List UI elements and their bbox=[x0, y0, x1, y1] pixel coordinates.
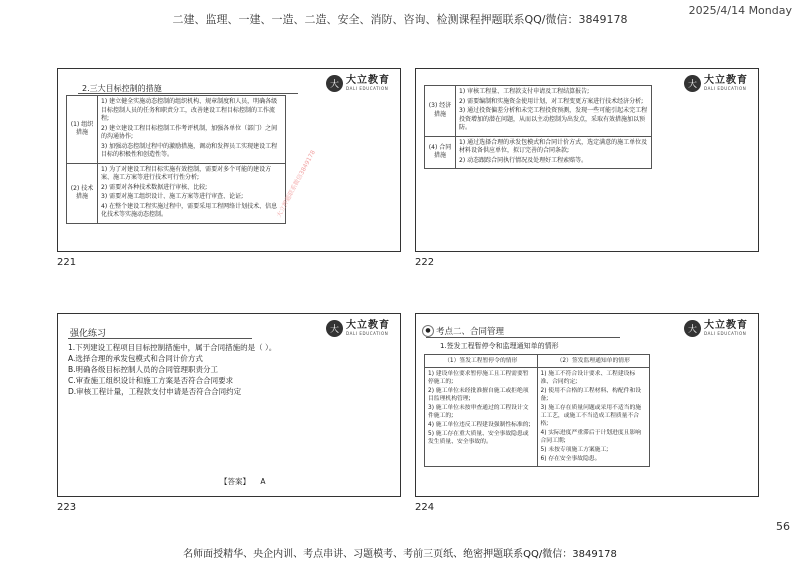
list-item: 6) 存在安全事故隐患。 bbox=[540, 456, 601, 462]
logo-subtitle: DALI EDUCATION bbox=[704, 86, 747, 91]
answer-value: A bbox=[260, 477, 266, 486]
logo-name: 大立教育 bbox=[704, 75, 748, 86]
logo bbox=[326, 75, 390, 92]
answer-label: 【答案】 bbox=[220, 477, 250, 486]
table-row bbox=[67, 96, 286, 164]
page-header: 二建、监理、一建、一造、二造、安全、消防、咨询、检测课程押题联系QQ/微信：3849178 bbox=[172, 13, 628, 26]
question-block bbox=[68, 342, 308, 397]
page-number: 221 bbox=[57, 257, 77, 268]
list-item: 3) 施工单位未按审查通过的工程设计文件施工的; bbox=[428, 405, 529, 419]
slide-title: 强化练习 bbox=[70, 329, 107, 339]
logo-name: 大立教育 bbox=[704, 320, 748, 331]
slide-224 bbox=[415, 313, 759, 497]
logo bbox=[684, 75, 748, 92]
list-item: 4) 施工单位违反工程建设强制性标准的; bbox=[428, 422, 531, 428]
slide-title: 2.三大目标控制的措施 bbox=[82, 84, 162, 93]
list-item: 2) 需要编制和实施资金使用计划，对工程变更方案进行技术经济分析; bbox=[459, 97, 644, 105]
title-underline bbox=[68, 338, 252, 339]
column-header: （2）签发监理通知单的情形 bbox=[537, 355, 650, 368]
row-content bbox=[98, 163, 286, 223]
option-b: B.明确各级目标控制人员的合同管理职责分工 bbox=[68, 365, 219, 374]
table-row bbox=[425, 368, 650, 467]
row-label: (3) 经济措施 bbox=[425, 86, 456, 137]
option-d: D.审核工程计量，工程款支付申请是否符合合同约定 bbox=[68, 387, 242, 396]
column-header: （1）签发工程暂停令的情形 bbox=[425, 355, 538, 368]
logo bbox=[684, 320, 748, 337]
list-item: 2) 建立建设工程目标控制工作考评机制，加强各单位（部门）之间的沟通协作; bbox=[101, 124, 278, 140]
logo bbox=[326, 320, 390, 337]
list-item: 2) 需要对各种技术数据进行审核、比较; bbox=[101, 183, 208, 191]
logo-subtitle: DALI EDUCATION bbox=[346, 331, 389, 336]
list-item: 2) 动态跟踪合同执行情况及处理好工程索赔等。 bbox=[459, 156, 588, 164]
title-underline bbox=[426, 337, 620, 338]
page-footer: 名师面授精华、央企内训、考点串讲、习题模考、考前三页纸、绝密押题联系QQ/微信：3849178 bbox=[183, 549, 617, 560]
logo-subtitle: DALI EDUCATION bbox=[704, 331, 747, 336]
row-content bbox=[456, 136, 652, 169]
logo-subtitle: DALI EDUCATION bbox=[346, 86, 389, 91]
list-item: 2) 施工单位未经批准擅自施工或拒绝项目监理机构管理; bbox=[428, 388, 529, 402]
row-label: (4) 合同措施 bbox=[425, 136, 456, 169]
list-item: 5) 施工存在重大质量、安全事故隐患或发生质量、安全事故的。 bbox=[428, 431, 529, 445]
answer bbox=[220, 476, 266, 487]
list-item: 1) 通过选择合理的承发包模式和合同计价方式，选定满意的施工单位及材料设备供应单位，拟订完善的合同条款; bbox=[459, 138, 648, 154]
logo-icon: 大 bbox=[326, 75, 343, 92]
bullet-icon: ● bbox=[422, 325, 434, 337]
situations-table bbox=[424, 354, 650, 467]
measures-table bbox=[66, 95, 286, 224]
list-item: 1) 建立健全实施动态控制的组织机构、规章制度和人员，明确各级目标控制人员的任务和职责分工，改善建设工程目标控制的工作流程; bbox=[101, 98, 278, 122]
list-item: 4) 实际进度严重滞后于计划进度且影响合同工期; bbox=[540, 430, 642, 444]
logo-name: 大立教育 bbox=[346, 320, 390, 331]
table-row bbox=[67, 163, 286, 223]
slide-221 bbox=[57, 68, 401, 252]
list-item: 3) 加强动态控制过程中的激励措施，调动和发挥员工实现建设工程目标的积极性和创造性等。 bbox=[101, 142, 278, 158]
page-number: 223 bbox=[57, 502, 77, 513]
table-row bbox=[425, 86, 652, 137]
slide-title: 考点二、合同管理 bbox=[436, 327, 505, 337]
logo-icon: 大 bbox=[326, 320, 343, 337]
notice-cell bbox=[537, 368, 650, 467]
option-c: C.审查施工组织设计和施工方案是否符合合同要求 bbox=[68, 376, 234, 385]
page-number: 222 bbox=[415, 257, 435, 268]
question-text: 1.下列建设工程项目目标控制措施中，属于合同措施的是（ ）。 bbox=[68, 343, 277, 352]
row-content bbox=[98, 96, 286, 164]
list-item: 5) 未按专项施工方案施工; bbox=[540, 447, 609, 453]
slide-223 bbox=[57, 313, 401, 497]
logo-icon: 大 bbox=[684, 75, 701, 92]
sheet-number: 56 bbox=[776, 520, 790, 533]
row-label: (1) 组织措施 bbox=[67, 96, 98, 164]
option-a: A.选择合理的承发包模式和合同计价方式 bbox=[68, 354, 203, 363]
title-underline bbox=[78, 93, 298, 94]
logo-name: 大立教育 bbox=[346, 75, 390, 86]
list-item: 3) 施工存在质量问题或采用不适当的施工工艺，或施工不当造成工程质量不合格; bbox=[540, 405, 642, 427]
list-item: 1) 建设单位要求暂停施工且工程需要暂停施工的; bbox=[428, 371, 529, 385]
list-item: 1) 施工不符合设计要求、工程建设标准、合同约定; bbox=[540, 371, 636, 385]
watermark: 大立押题联系微信3849178 bbox=[275, 149, 317, 219]
list-item: 1) 审核工程量、工程款支付申请及工程结算报告; bbox=[459, 88, 590, 95]
list-item: 2) 使用不合格的工程材料、构配件和设备; bbox=[540, 388, 642, 402]
header-date: 2025/4/14 Monday bbox=[688, 4, 792, 17]
list-item: 1) 为了对建设工程目标实施有效控制，需要对多个可能的建设方案、施工方案等进行技术可行性分析; bbox=[101, 165, 272, 181]
slide-subtitle: 1.签发工程暂停令和监理通知单的情形 bbox=[440, 342, 559, 350]
page-number: 224 bbox=[415, 502, 435, 513]
table-row bbox=[425, 355, 650, 368]
list-item: 3) 通过投资偏差分析和未完工程投资预测，发现一些可能引起未完工程投资增加的潜在问题，从而以主动控制为出发点，采取有效措施加以预防。 bbox=[459, 107, 648, 131]
row-label: (2) 技术措施 bbox=[67, 163, 98, 223]
table-row bbox=[425, 136, 652, 169]
list-item: 4) 在整个建设工程实施过程中，需要采用工程网络计划技术、信息化技术等实施动态控制。 bbox=[101, 202, 278, 218]
slide-222 bbox=[415, 68, 759, 252]
row-content bbox=[456, 86, 652, 137]
list-item: 3) 需要对施工组织设计、施工方案等进行审查、论证; bbox=[101, 193, 244, 200]
logo-icon: 大 bbox=[684, 320, 701, 337]
measures-table bbox=[424, 85, 652, 169]
stop-order-cell bbox=[425, 368, 538, 467]
